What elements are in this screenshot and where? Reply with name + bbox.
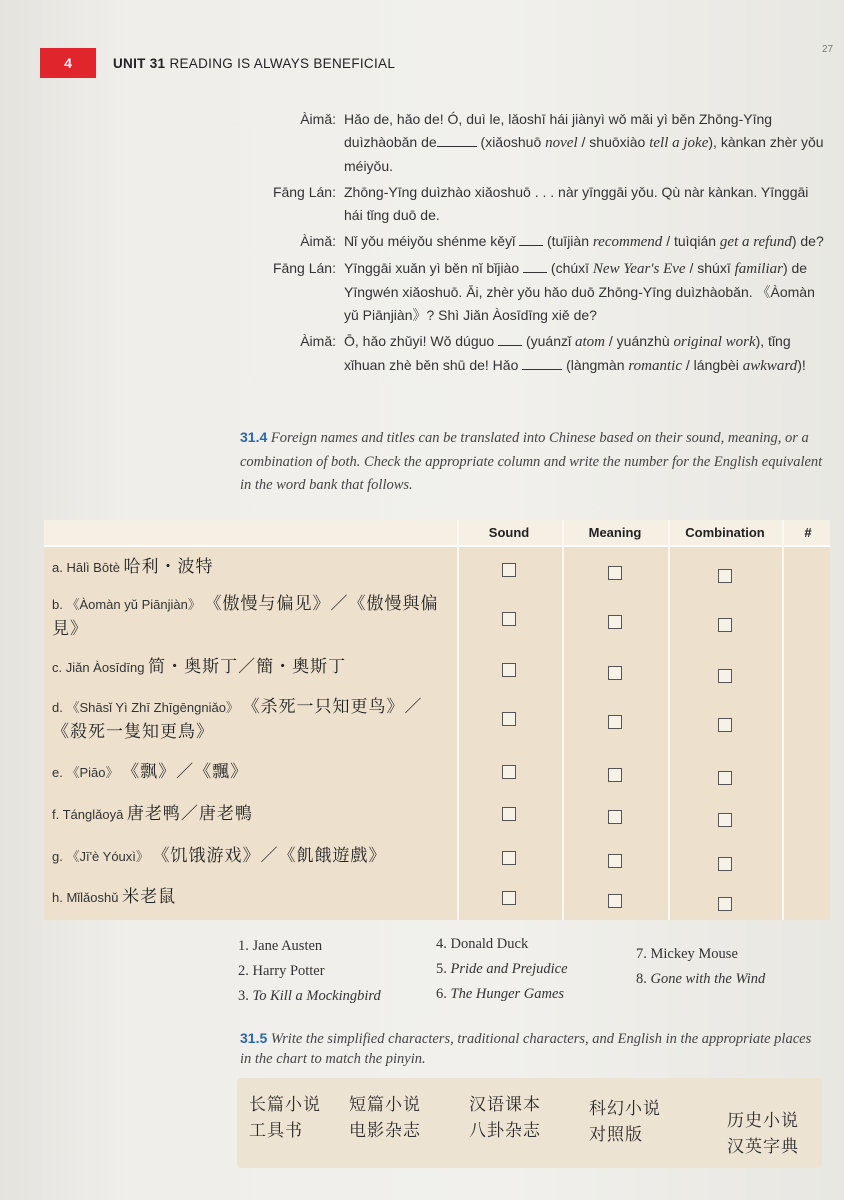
row-pinyin: b. 《Àomàn yǔ Piānjiàn》 xyxy=(52,597,205,612)
meaning-checkbox[interactable] xyxy=(608,615,622,629)
sound-checkbox[interactable] xyxy=(502,851,516,865)
word-bank-item xyxy=(436,932,568,957)
row-chinese: 《饥饿游戏》／《飢餓遊戲》 xyxy=(152,846,387,866)
dialog-turn xyxy=(230,330,830,378)
row-chinese: 唐老鸭／唐老鴨 xyxy=(126,804,253,824)
item-title: Pride and Prejudice xyxy=(450,961,568,977)
row-label xyxy=(52,802,447,827)
meaning-checkbox[interactable] xyxy=(608,566,622,580)
row-label xyxy=(52,760,447,785)
row-chinese: 《杀死一只知更鸟》／《殺死一隻知更鳥》 xyxy=(52,697,423,742)
word-bank-item xyxy=(436,982,568,1007)
gloss-text: New Year's Eve xyxy=(592,261,686,277)
item-title: Jane Austen xyxy=(252,938,323,954)
character-word: 汉英字典 xyxy=(727,1137,799,1157)
unit-title: READING IS ALWAYS BENEFICIAL xyxy=(169,56,396,71)
item-number: 8. xyxy=(636,971,651,987)
gloss-text: original work xyxy=(673,334,756,350)
column-header-number: # xyxy=(804,525,812,540)
dialog-text: (chúxī xyxy=(547,260,593,276)
dialog-text: / shuōxiào xyxy=(577,134,650,150)
speaker-name: Àimǎ: xyxy=(300,111,336,127)
sound-checkbox[interactable] xyxy=(502,712,516,726)
column-header-meaning: Meaning xyxy=(588,525,642,540)
row-pinyin: a. Hālì Bōtè xyxy=(52,560,124,575)
row-pinyin: h. Mǐlǎoshǔ xyxy=(52,890,123,905)
combination-checkbox[interactable] xyxy=(718,857,732,871)
character-word-group xyxy=(469,1092,541,1144)
item-number: 6. xyxy=(436,986,451,1002)
sound-checkbox[interactable] xyxy=(502,807,516,821)
word-bank-item xyxy=(238,984,381,1009)
gloss-text: atom xyxy=(575,334,606,350)
row-label xyxy=(52,592,447,642)
dialog-text: )! xyxy=(797,357,806,373)
character-word-group xyxy=(589,1096,661,1148)
dialog-text: ) de? xyxy=(791,233,824,249)
item-number: 3. xyxy=(238,988,253,1004)
answer-blank[interactable] xyxy=(519,231,543,246)
character-word: 八卦杂志 xyxy=(469,1121,541,1141)
answer-blank[interactable] xyxy=(523,258,547,273)
item-number: 5. xyxy=(436,961,451,977)
exercise-number: 31.4 xyxy=(240,429,268,445)
row-pinyin: c. Jiǎn Àosīdīng xyxy=(52,660,149,675)
speaker-name: Fāng Lán: xyxy=(272,260,336,276)
dialog-turn xyxy=(230,230,830,254)
item-number: 7. xyxy=(636,946,651,962)
dialog-text: Zhōng-Yīng duìzhào xiǎoshuō . . . nàr yīnggāi yǒu. Qù nàr kànkan. Yīnggāi hái tǐng duō de. xyxy=(344,184,809,223)
character-word: 科幻小说 xyxy=(589,1099,661,1119)
exercise-number: 31.5 xyxy=(240,1030,268,1046)
dialog-text: / yuánzhù xyxy=(605,333,674,349)
dialog-turn xyxy=(230,181,830,227)
dialog-text: (yuánzǐ xyxy=(522,333,576,349)
item-title: To Kill a Mockingbird xyxy=(252,988,381,1004)
dialog-text: (xiǎoshuō xyxy=(476,134,546,150)
unit-label: UNIT 31 xyxy=(113,56,166,71)
combination-checkbox[interactable] xyxy=(718,897,732,911)
dialog-text: / lángbèi xyxy=(682,357,743,373)
column-divider xyxy=(562,520,564,920)
character-word-box xyxy=(237,1078,822,1168)
sound-checkbox[interactable] xyxy=(502,765,516,779)
dialog-line xyxy=(344,181,830,227)
item-number: 4. xyxy=(436,936,451,952)
word-bank-column xyxy=(636,942,765,992)
row-pinyin: e. 《Piāo》 xyxy=(52,765,123,780)
sound-checkbox[interactable] xyxy=(502,563,516,577)
answer-blank[interactable] xyxy=(522,355,562,370)
word-bank-column xyxy=(238,934,381,1009)
row-chinese: 简・奥斯丁／簡・奧斯丁 xyxy=(148,657,347,677)
character-word: 工具书 xyxy=(249,1121,303,1141)
dialog-text: Nǐ yǒu méiyǒu shénme kěyǐ xyxy=(344,233,520,249)
combination-checkbox[interactable] xyxy=(718,718,732,732)
unit-heading xyxy=(113,56,395,71)
dialog-exercise xyxy=(230,108,830,381)
row-chinese: 哈利・波特 xyxy=(123,557,214,577)
column-divider xyxy=(782,520,784,920)
item-title: Donald Duck xyxy=(450,936,529,952)
combination-checkbox[interactable] xyxy=(718,618,732,632)
row-chinese: 米老鼠 xyxy=(122,887,177,907)
corner-page-mark: 27 xyxy=(822,44,834,55)
character-word: 短篇小说 xyxy=(349,1095,421,1115)
column-header-sound: Sound xyxy=(488,525,530,540)
dialog-text: ), kànkan zhèr yǒu méiyǒu. xyxy=(344,134,824,174)
dialog-text: Yīnggāi xuǎn yì běn nǐ bǐjiào xyxy=(344,260,524,276)
character-word-group xyxy=(249,1092,321,1144)
gloss-text: awkward xyxy=(742,358,798,374)
row-label xyxy=(52,885,447,910)
dialog-text: (tuījiàn xyxy=(543,233,593,249)
row-chinese: 《傲慢与偏见》／《傲慢與偏見》 xyxy=(52,594,439,639)
character-word: 汉语课本 xyxy=(469,1095,541,1115)
answer-blank[interactable] xyxy=(498,331,522,346)
item-title: Mickey Mouse xyxy=(650,946,738,962)
item-title: Harry Potter xyxy=(252,963,325,979)
row-label xyxy=(52,655,447,680)
speaker-name: Àimǎ: xyxy=(300,233,336,249)
combination-checkbox[interactable] xyxy=(718,771,732,785)
item-title: Gone with the Wind xyxy=(650,971,766,987)
meaning-checkbox[interactable] xyxy=(608,894,622,908)
translation-table xyxy=(44,520,830,920)
exercise-31-5-instructions xyxy=(240,1028,825,1069)
dialog-text: ), tǐng xǐhuan zhè běn shū de! Hǎo xyxy=(344,333,791,373)
sound-checkbox[interactable] xyxy=(502,891,516,905)
dialog-line xyxy=(344,230,830,254)
row-label xyxy=(52,555,447,580)
meaning-checkbox[interactable] xyxy=(608,810,622,824)
character-word-group xyxy=(349,1092,421,1144)
row-pinyin: g. 《Jī'è Yóuxì》 xyxy=(52,849,153,864)
character-word: 对照版 xyxy=(589,1125,643,1145)
word-bank-item xyxy=(238,934,381,959)
word-bank-column xyxy=(436,932,568,1007)
exercise-instruction: Write the simplified characters, traditional characters, and English in the appropriate places in the chart to match the pinyin. xyxy=(240,1031,812,1067)
exercise-instruction: Foreign names and titles can be translated into Chinese based on their sound, meaning, or a combination of both. Check the appropriate column and write the number for the English equivalent in the word bank that follows. xyxy=(240,430,823,493)
gloss-text: recommend xyxy=(592,234,663,250)
gloss-text: novel xyxy=(545,135,578,151)
meaning-checkbox[interactable] xyxy=(608,666,622,680)
dialog-line xyxy=(344,108,830,178)
sound-checkbox[interactable] xyxy=(502,612,516,626)
unit-number-badge: 4 xyxy=(40,48,96,78)
word-bank-item xyxy=(636,942,765,967)
dialog-text: / shúxī xyxy=(685,260,735,276)
dialog-text: / tuìqián xyxy=(662,233,720,249)
gloss-text: tell a joke xyxy=(649,135,709,151)
dialog-turn xyxy=(230,257,830,327)
dialog-text: ) de Yīngwén xiǎoshuō. Āi, zhèr yǒu hǎo duō Zhōng-Yīng duìzhàobǎn. 《Àomàn yǔ Piānjiàn》? Shì Jiǎn Àosīdīng xiě de? xyxy=(344,260,815,323)
dialog-line xyxy=(344,330,830,378)
row-pinyin: f. Tánglǎoyā xyxy=(52,807,127,822)
column-header-combination: Combination xyxy=(685,525,765,540)
gloss-text: familiar xyxy=(734,261,783,277)
meaning-checkbox[interactable] xyxy=(608,854,622,868)
character-word: 电影杂志 xyxy=(349,1121,421,1141)
column-divider xyxy=(668,520,670,920)
combination-checkbox[interactable] xyxy=(718,569,732,583)
dialog-text: Hǎo de, hǎo de! Ó, duì le, lǎoshī hái jiànyì wǒ mǎi yì běn Zhōng-Yīng duìzhàobǎn de xyxy=(344,111,773,150)
item-title: The Hunger Games xyxy=(450,986,565,1002)
exercise-31-4-instructions xyxy=(240,426,835,498)
row-pinyin: d. 《Shāsǐ Yì Zhī Zhīgēngniǎo》 xyxy=(52,700,243,715)
column-divider xyxy=(457,520,459,920)
sound-checkbox[interactable] xyxy=(502,663,516,677)
row-label xyxy=(52,844,447,869)
word-bank-item xyxy=(238,959,381,984)
row-label xyxy=(52,695,447,745)
item-number: 2. xyxy=(238,963,253,979)
speaker-name: Fāng Lán: xyxy=(272,184,336,200)
table-header xyxy=(44,520,830,547)
meaning-checkbox[interactable] xyxy=(608,715,622,729)
dialog-turn xyxy=(230,108,830,178)
row-chinese: 《飘》／《飄》 xyxy=(122,762,249,782)
dialog-text: (làngmàn xyxy=(562,357,629,373)
word-bank-item xyxy=(436,957,568,982)
item-number: 1. xyxy=(238,938,253,954)
dialog-text: Ō, hǎo zhǔyi! Wǒ dúguo xyxy=(344,333,499,349)
answer-blank[interactable] xyxy=(437,132,477,147)
combination-checkbox[interactable] xyxy=(718,669,732,683)
meaning-checkbox[interactable] xyxy=(608,768,622,782)
character-word-group xyxy=(727,1108,799,1160)
dialog-line xyxy=(344,257,830,327)
character-word: 长篇小说 xyxy=(249,1095,321,1115)
speaker-name: Àimǎ: xyxy=(300,333,336,349)
gloss-text: romantic xyxy=(628,358,683,374)
character-word: 历史小说 xyxy=(727,1111,799,1131)
word-bank-item xyxy=(636,967,765,992)
gloss-text: get a refund xyxy=(719,234,792,250)
combination-checkbox[interactable] xyxy=(718,813,732,827)
